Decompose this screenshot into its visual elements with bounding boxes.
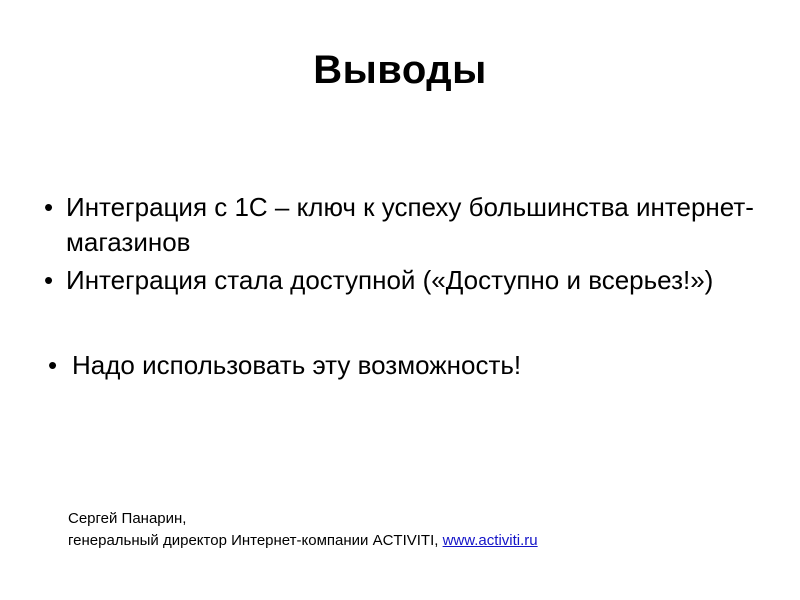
footer-affiliation (68, 530, 768, 552)
footer-affiliation-text: генеральный директор Интернет-компании ACTIVITI, (68, 531, 443, 549)
list-item (40, 348, 770, 383)
bullet-dot-icon: • (44, 265, 54, 296)
list-item-text: Надо использовать эту возможность! (72, 349, 522, 380)
slide-footer (68, 508, 768, 552)
footer-author: Сергей Панарин, (68, 510, 187, 527)
page-title: Выводы (313, 48, 487, 92)
footer-website-link[interactable]: www.activiti.ru (442, 531, 538, 549)
list-item-text: Интеграция стала доступной («Доступно и всерьез!») (66, 265, 714, 296)
bullet-dot-icon: • (48, 349, 58, 380)
list-item-text: Интеграция с 1С – ключ к успеху большинства интернет-магазинов (66, 192, 754, 257)
list-item (40, 190, 770, 259)
bullet-list (40, 190, 770, 386)
bullet-dot-icon: • (44, 192, 54, 222)
list-item (40, 263, 770, 298)
